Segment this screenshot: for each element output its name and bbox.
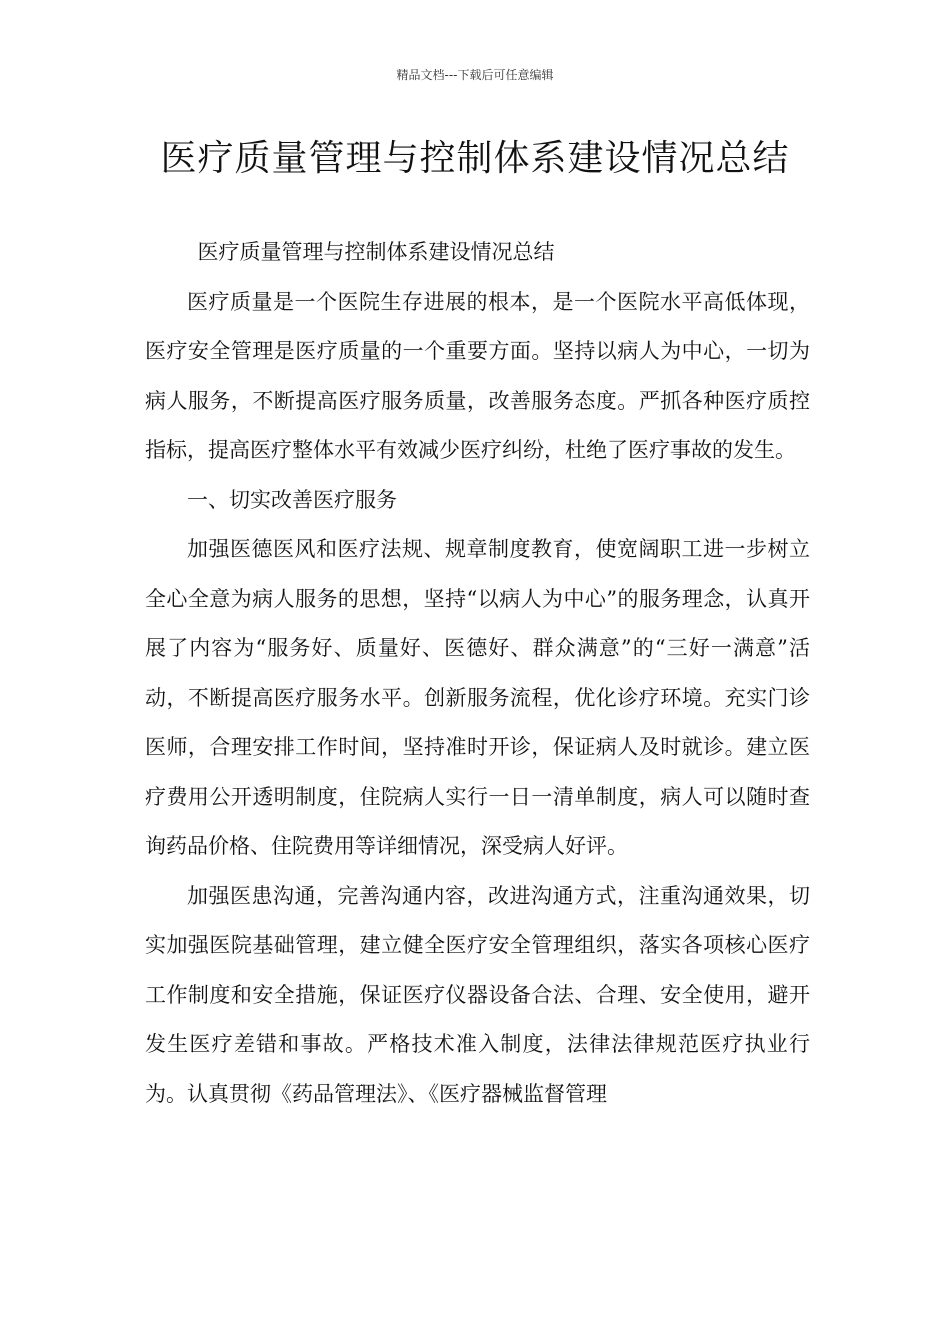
document-title: 医疗质量管理与控制体系建设情况总结 [160, 138, 790, 179]
document-body [145, 228, 810, 1119]
paragraph-intro: 医疗质量是一个医院生存进展的根本，是一个医院水平高低体现，医疗安全管理是医疗质量的一个重要方面。坚持以病人为中心，一切为病人服务，不断提高医疗服务质量，改善服务态度。严抓各种医疗质控指标，提高医疗整体水平有效减少医疗纠纷，杜绝了医疗事故的发生。 [145, 289, 810, 462]
paragraph-communication: 加强医患沟通，完善沟通内容，改进沟通方式，注重沟通效果，切实加强医院基础管理，建立健全医疗安全管理组织，落实各项核心医疗工作制度和安全措施，保证医疗仪器设备合法、合理、安全使用，避开发生医疗差错和事故。严格技术准入制度，法律法律规范医疗执业行为。认真贯彻《药品管理法》、《医疗器械监督管理 [145, 883, 810, 1106]
section-heading: 一、切实改善医疗服务 [187, 487, 397, 512]
paragraph-service: 加强医德医风和医疗法规、规章制度教育，使宽阔职工进一步树立全心全意为病人服务的思想，坚持“以病人为中心”的服务理念，认真开展了内容为“服务好、质量好、医德好、群众满意”的“三好一满意”活动，不断提高医疗服务水平。创新服务流程，优化诊疗环境。充实门诊医师，合理安排工作时间，坚持准时开诊，保证病人及时就诊。建立医疗费用公开透明制度，住院病人实行一日一清单制度，病人可以随时查询药品价格、住院费用等详细情况，深受病人好评。 [145, 537, 810, 858]
document-subtitle: 医疗质量管理与控制体系建设情况总结 [197, 240, 555, 264]
header-note: 精品文档---下载后可任意编辑 [396, 68, 554, 82]
